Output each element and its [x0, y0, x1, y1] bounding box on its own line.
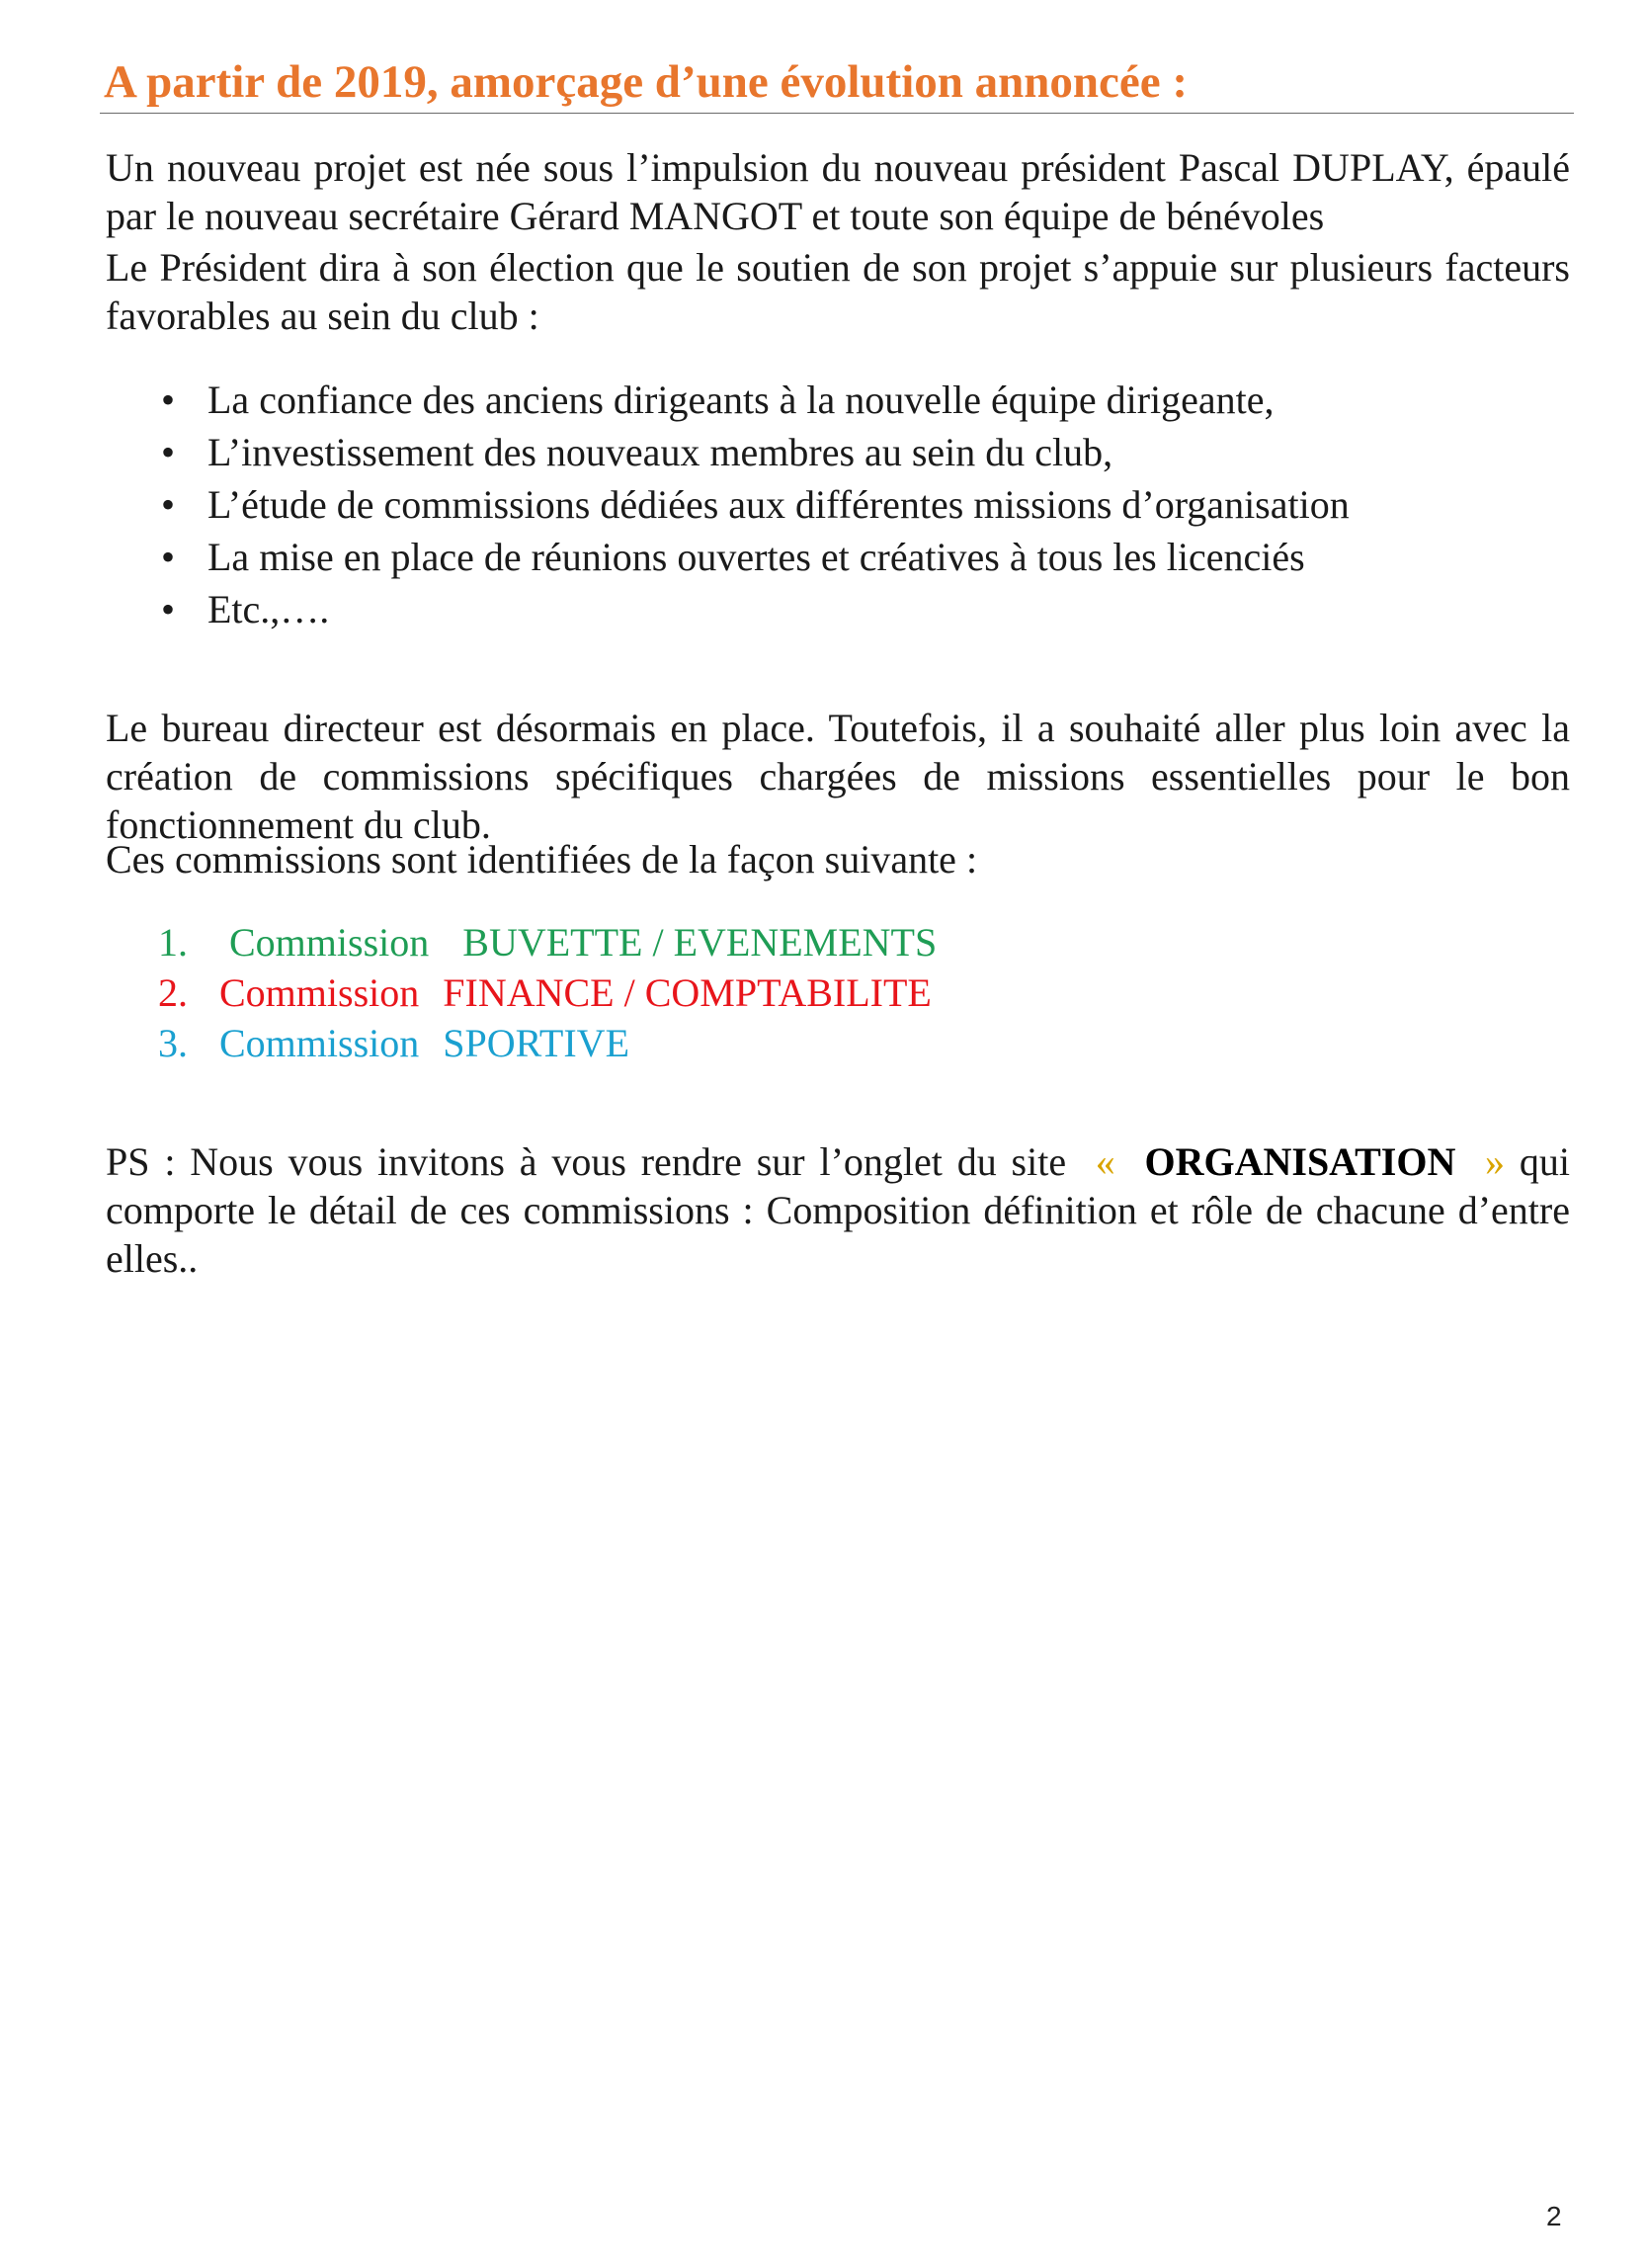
bullet-icon: •	[160, 535, 175, 579]
quote-close-mark: »	[1485, 1139, 1506, 1184]
section-heading: A partir de 2019, amorçage d’une évolution annoncée :	[104, 56, 1189, 108]
commission-item-sportive	[158, 1019, 629, 1068]
bullet-icon: •	[160, 378, 175, 422]
paragraph-new-project: Un nouveau projet est née sous l’impulsion du nouveau président Pascal DUPLAY, épaulé par le nouveau secrétaire Gérard MANGOT et toute son équipe de bénévoles	[106, 145, 1570, 238]
list-item-text: Etc.,….	[207, 587, 330, 631]
list-item-text: L’étude de commissions dédiées aux différentes missions d’organisation	[207, 482, 1350, 527]
quote-open-mark: «	[1095, 1139, 1115, 1184]
list-number: 1.	[158, 920, 188, 965]
commission-label: Commission	[219, 1021, 420, 1065]
commission-name: BUVETTE / EVENEMENTS	[462, 920, 938, 965]
commission-label: Commission	[229, 920, 430, 965]
page-number: 2	[1546, 2201, 1562, 2231]
heading-underline	[100, 113, 1574, 114]
ps-detail-text: qui comporte le détail de ces commissions : Composition définition et rôle de chacune d’entre elles..	[106, 1139, 1571, 1281]
bullet-icon: •	[160, 587, 175, 631]
list-item-text: La confiance des anciens dirigeants à la nouvelle équipe dirigeante,	[207, 378, 1275, 422]
commission-name: FINANCE / COMPTABILITE	[443, 970, 932, 1015]
ps-intro-text: PS : Nous vous invitons à vous rendre sur l’onglet du site	[106, 1139, 1067, 1184]
paragraph-bureau: Le bureau directeur est désormais en place. Toutefois, il a souhaité aller plus loin avec la création de commissions spécifiques chargées de missions essentielles pour le bon fonctionnement du club.	[106, 706, 1570, 847]
list-item-text: La mise en place de réunions ouvertes et créatives à tous les licenciés	[207, 535, 1305, 579]
ps-note	[106, 1137, 1570, 1283]
commission-label: Commission	[219, 970, 420, 1015]
list-number: 3.	[158, 1021, 188, 1065]
commission-item-buvette	[158, 918, 937, 967]
organisation-tab-name: ORGANISATION	[1144, 1139, 1456, 1184]
bullet-icon: •	[160, 482, 175, 527]
list-item-text: L’investissement des nouveaux membres au sein du club,	[207, 430, 1113, 474]
list-number: 2.	[158, 970, 188, 1015]
commission-item-finance	[158, 968, 932, 1018]
paragraph-president-statement: Le Président dira à son élection que le soutien de son projet s’appuie sur plusieurs facteurs favorables au sein du club :	[106, 245, 1570, 338]
paragraph-commissions-intro: Ces commissions sont identifiées de la façon suivante :	[106, 837, 978, 882]
bullet-icon: •	[160, 430, 175, 474]
commission-name: SPORTIVE	[443, 1021, 629, 1065]
